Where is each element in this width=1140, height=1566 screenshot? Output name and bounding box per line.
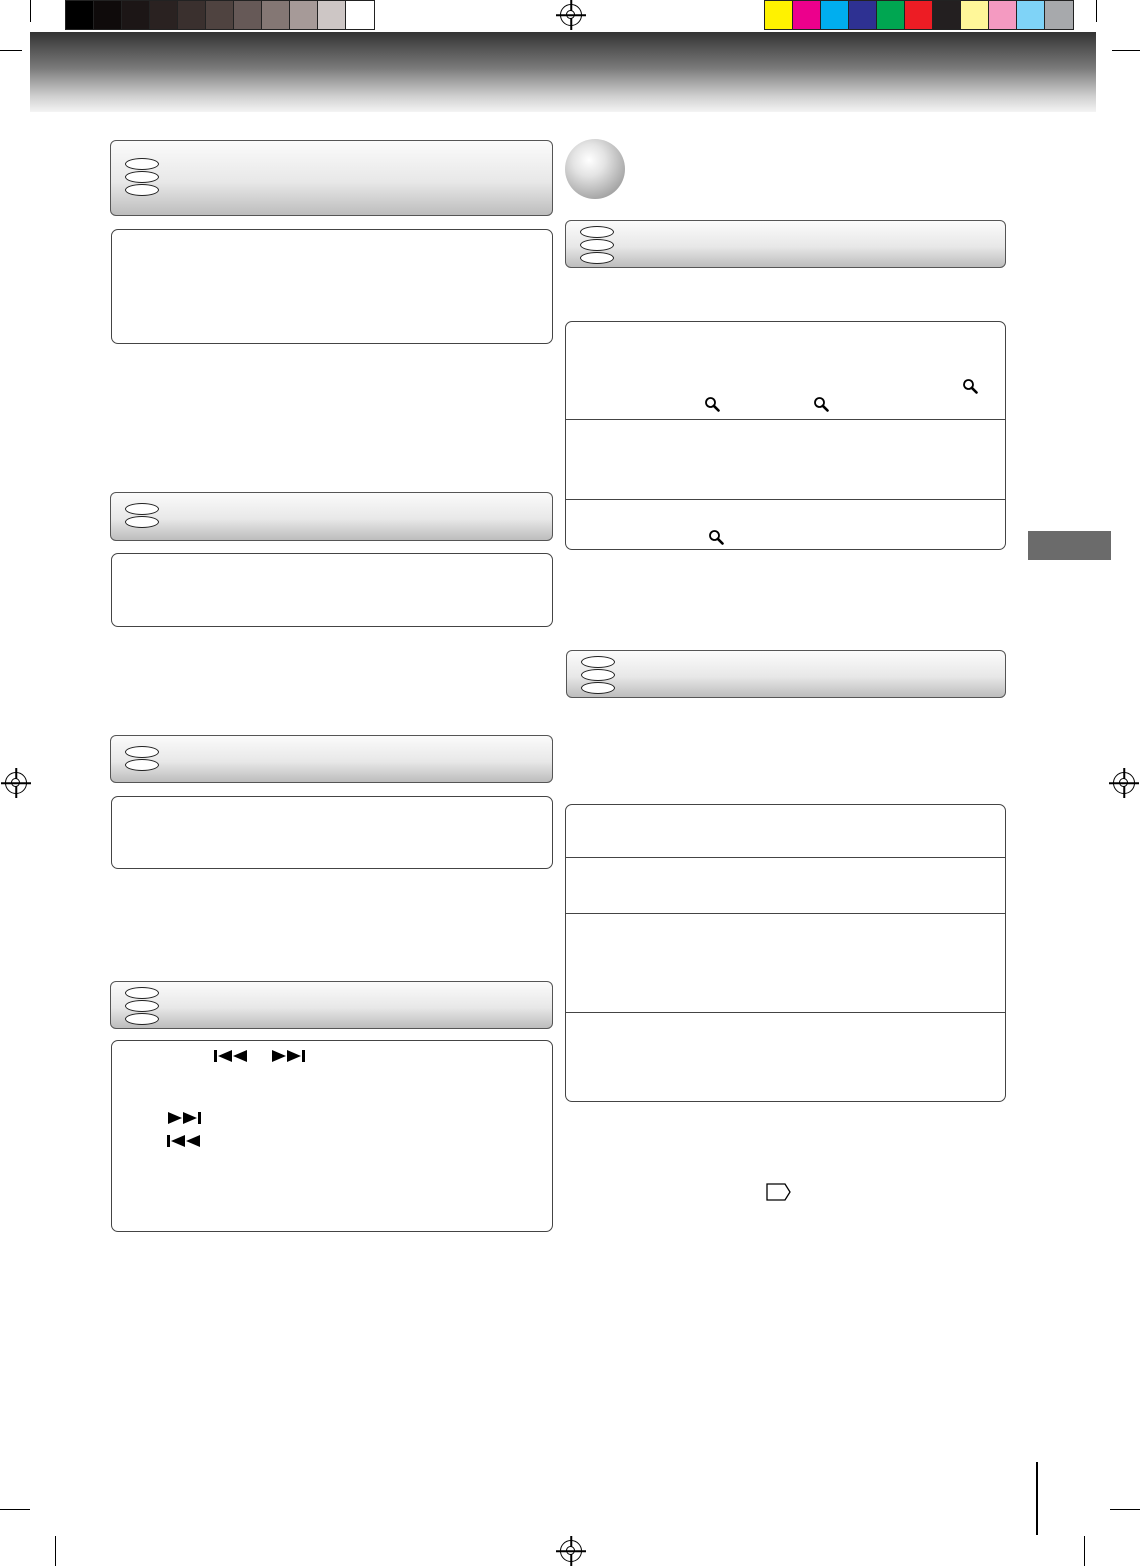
- magnifier-icon: [704, 396, 720, 412]
- skip-next-icon: [166, 1111, 202, 1125]
- content-box-left-3: [111, 796, 553, 869]
- format-badge: [125, 516, 159, 528]
- grayscale-swatch-10: [318, 1, 346, 29]
- registration-mark-icon: [560, 4, 582, 26]
- disc-bullet-icon: [565, 139, 625, 199]
- process-swatch-9: [989, 1, 1017, 29]
- crop-mark-bottom-left-h: [0, 1509, 30, 1510]
- grayscale-swatch-3: [122, 1, 150, 29]
- disc-format-badges: [581, 656, 615, 694]
- format-badge: [581, 656, 615, 668]
- grayscale-swatch-6: [206, 1, 234, 29]
- registration-mark-icon: [5, 772, 27, 794]
- format-badge: [581, 682, 615, 694]
- disc-format-badges: [580, 226, 614, 264]
- registration-mark-icon: [560, 1540, 582, 1562]
- box-divider: [566, 419, 1005, 420]
- format-badge: [580, 226, 614, 238]
- grayscale-swatch-7: [234, 1, 262, 29]
- box-divider: [566, 857, 1005, 858]
- process-swatch-2: [793, 1, 821, 29]
- format-badge: [125, 1000, 159, 1012]
- crop-mark-bottom-right-v: [1084, 1536, 1085, 1566]
- grayscale-swatch-4: [150, 1, 178, 29]
- format-badge: [125, 184, 159, 196]
- format-badge: [580, 252, 614, 264]
- content-box-right-2: [565, 804, 1006, 1102]
- disc-format-badges: [125, 746, 159, 771]
- format-badge: [580, 239, 614, 251]
- format-badge: [125, 746, 159, 758]
- process-swatch-8: [961, 1, 989, 29]
- content-box-left-1: [111, 229, 553, 344]
- content-box-right-1: [565, 321, 1006, 550]
- chapter-side-tab: [1028, 531, 1111, 560]
- page-header-band: [30, 32, 1096, 112]
- process-swatch-3: [821, 1, 849, 29]
- section-bar-right-2: [566, 650, 1006, 698]
- grayscale-swatch-9: [290, 1, 318, 29]
- magnifier-icon: [962, 378, 978, 394]
- crop-mark-top-left-v: [30, 0, 31, 22]
- page-number-rule: [1036, 1462, 1038, 1535]
- crop-mark-top-left-h: [0, 50, 22, 51]
- grayscale-color-bar: [65, 0, 375, 30]
- process-swatch-4: [849, 1, 877, 29]
- format-badge: [125, 759, 159, 771]
- format-badge: [125, 158, 159, 170]
- format-badge: [125, 171, 159, 183]
- box-divider: [566, 913, 1005, 914]
- page-reference-tag-icon: [766, 1183, 792, 1201]
- format-badge: [125, 1013, 159, 1025]
- skip-previous-icon: [166, 1134, 202, 1148]
- crop-mark-bottom-left-v: [55, 1536, 56, 1566]
- process-swatch-6: [905, 1, 933, 29]
- section-bar-left-1: [110, 140, 553, 216]
- grayscale-swatch-8: [262, 1, 290, 29]
- process-swatch-5: [877, 1, 905, 29]
- disc-format-badges: [125, 158, 159, 196]
- grayscale-swatch-11: [346, 1, 374, 29]
- crop-mark-bottom-right-h: [1110, 1509, 1140, 1510]
- format-badge: [125, 987, 159, 999]
- process-swatch-11: [1045, 1, 1073, 29]
- magnifier-icon: [708, 529, 724, 545]
- section-bar-left-3: [110, 735, 553, 783]
- format-badge: [581, 669, 615, 681]
- grayscale-swatch-2: [94, 1, 122, 29]
- process-swatch-1: [765, 1, 793, 29]
- magnifier-icon: [813, 396, 829, 412]
- section-bar-right-1: [565, 220, 1006, 268]
- disc-format-badges: [125, 987, 159, 1025]
- process-color-bar: [764, 0, 1074, 30]
- box-divider: [566, 499, 1005, 500]
- format-badge: [125, 503, 159, 515]
- box-divider: [566, 1012, 1005, 1013]
- process-swatch-7: [933, 1, 961, 29]
- disc-format-badges: [125, 503, 159, 528]
- grayscale-swatch-5: [178, 1, 206, 29]
- registration-mark-icon: [1113, 772, 1135, 794]
- process-swatch-10: [1017, 1, 1045, 29]
- skip-next-icon: [270, 1049, 306, 1063]
- crop-mark-top-right-v: [1096, 0, 1097, 22]
- grayscale-swatch-1: [66, 1, 94, 29]
- section-bar-left-2: [110, 492, 553, 541]
- skip-previous-icon: [213, 1049, 249, 1063]
- content-box-left-4: [111, 1040, 553, 1232]
- content-box-left-2: [111, 553, 553, 627]
- crop-mark-top-right-h: [1112, 50, 1140, 51]
- section-bar-left-4: [110, 981, 553, 1029]
